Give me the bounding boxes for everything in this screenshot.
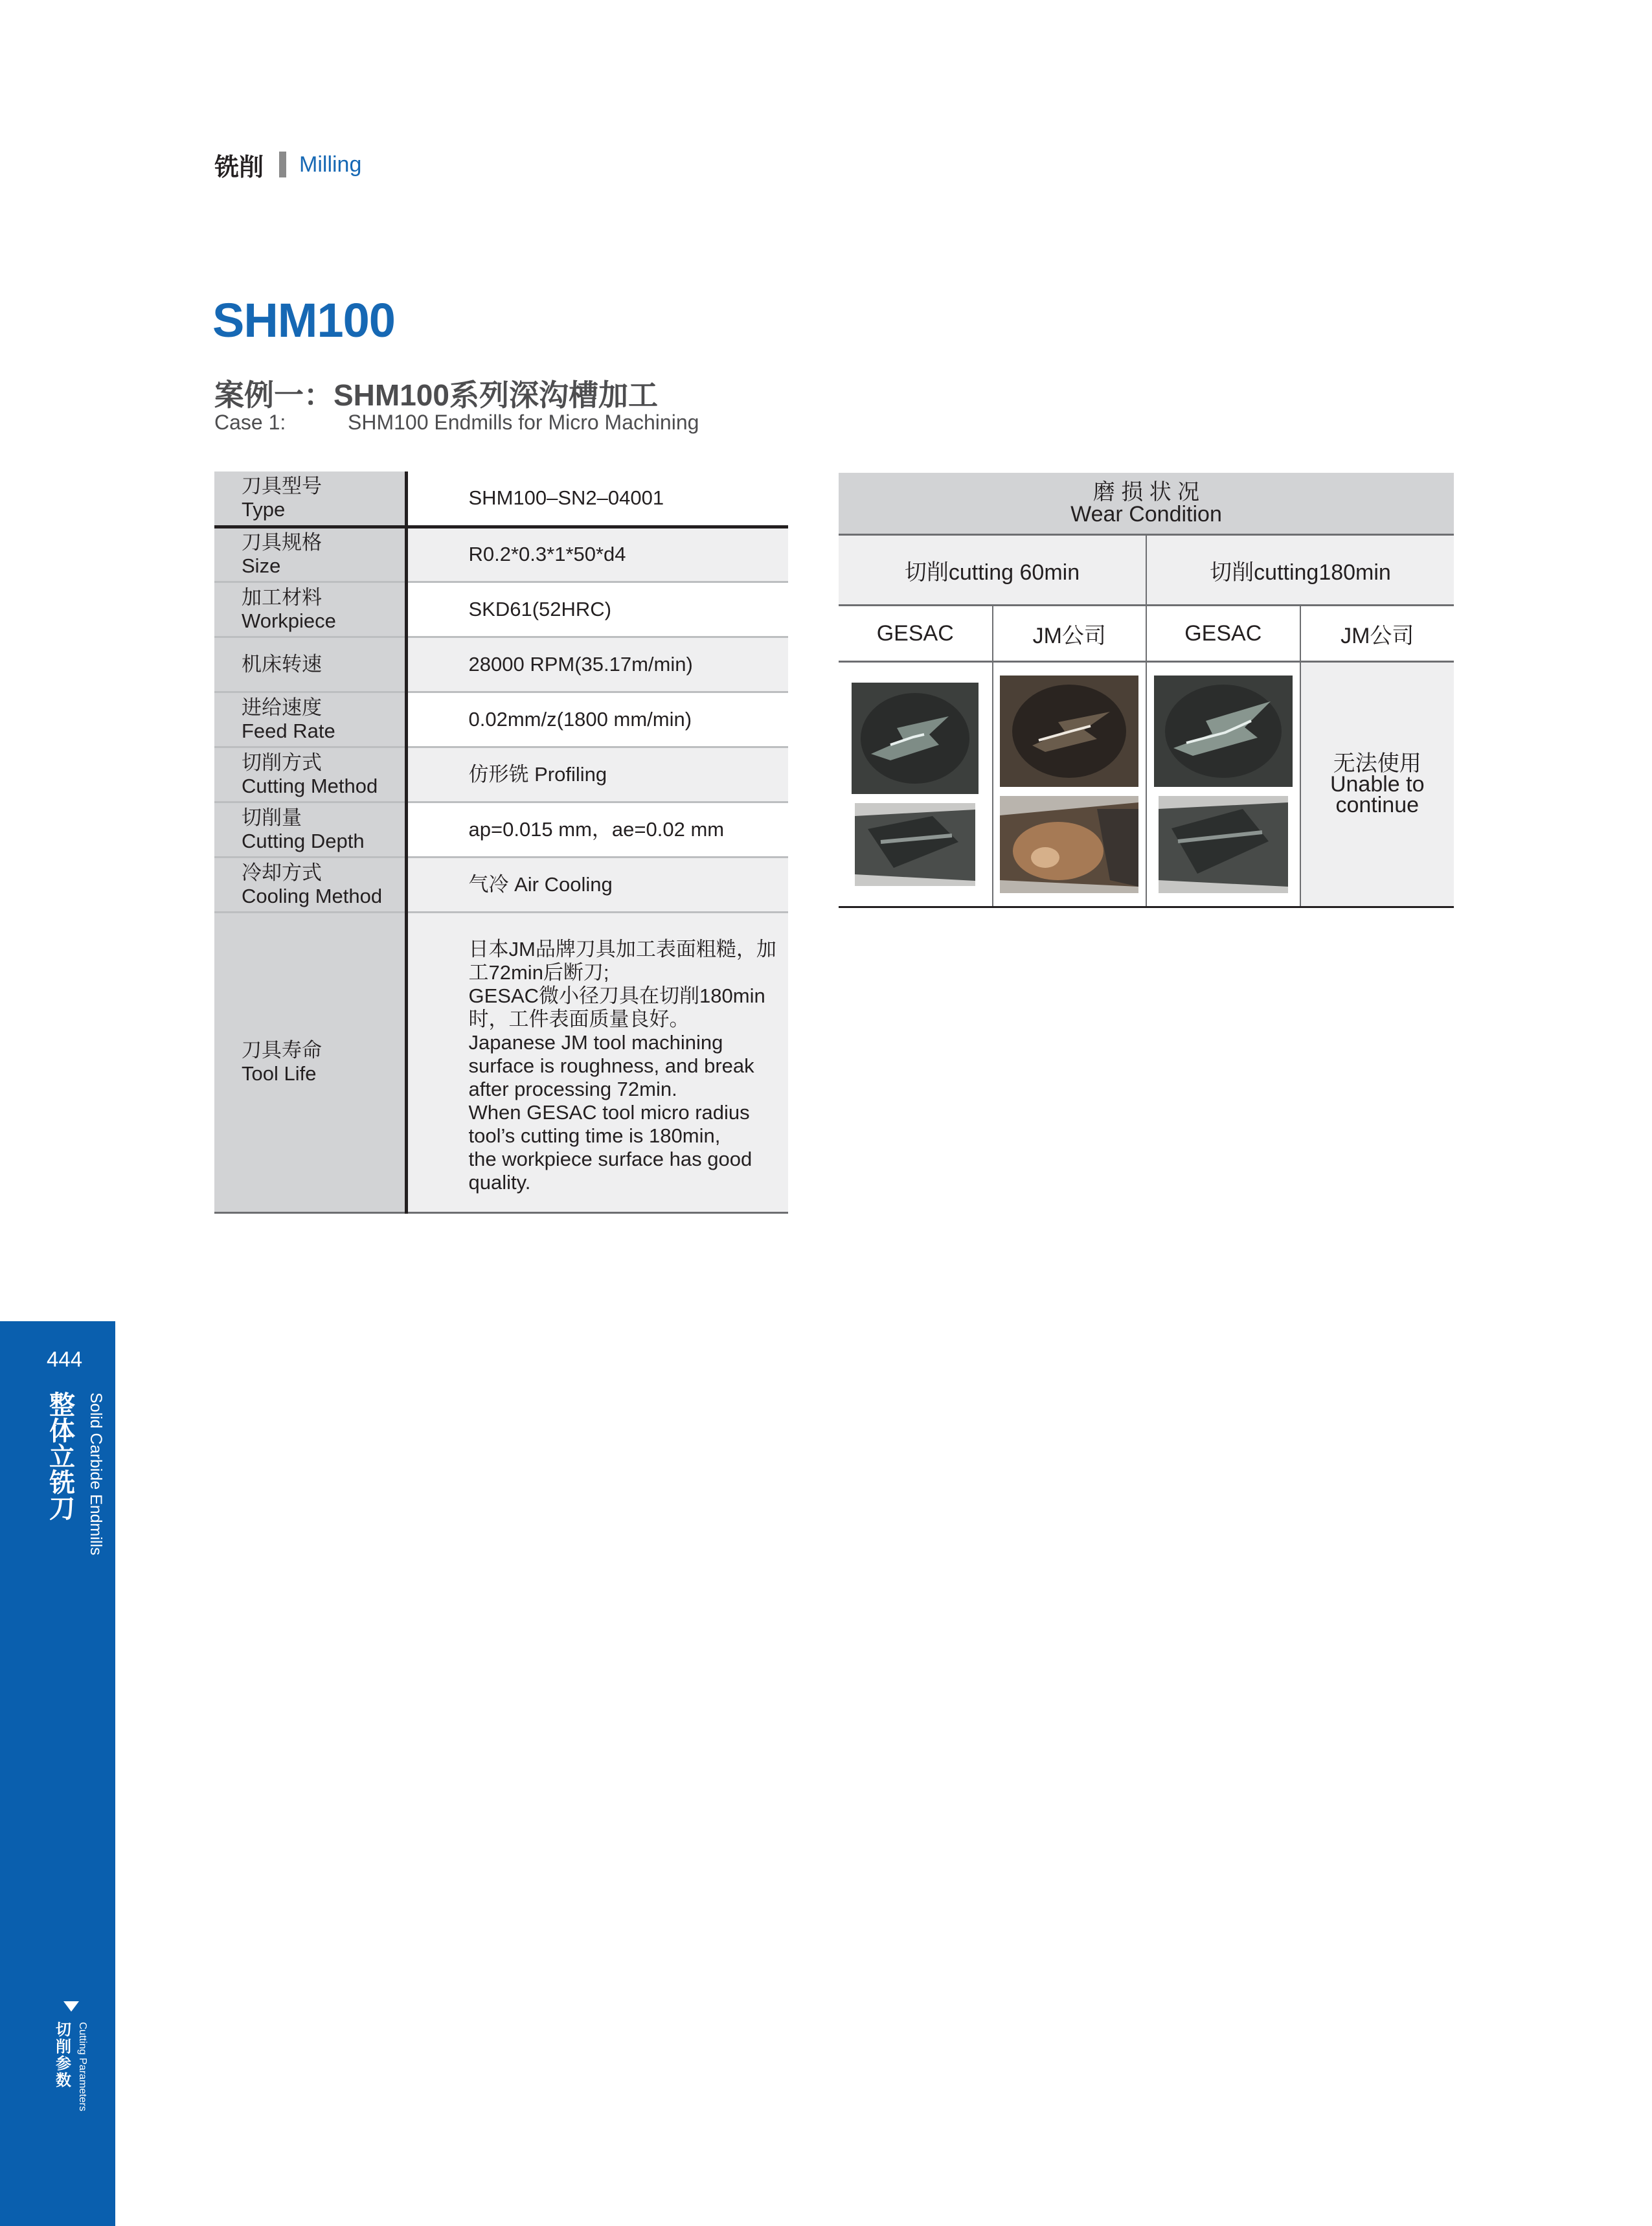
param-label-cn: 加工材料: [242, 585, 322, 609]
param-label-cn: 切削方式: [242, 751, 322, 774]
param-label-cn: 冷却方式: [242, 861, 322, 884]
side-subsection-en: Cutting Parameters: [77, 2022, 88, 2111]
wear-photos-gesac-60: [839, 662, 993, 907]
unusable-label-en-2: continue: [1335, 793, 1420, 817]
unusable-label-cn: 无法使用: [1333, 751, 1421, 776]
tool-side-photo: [1000, 796, 1138, 893]
tool-life-line: When GESAC tool micro radius: [468, 1100, 750, 1124]
header-divider: [279, 152, 286, 177]
parameter-table: [214, 471, 788, 1214]
table-row: [214, 802, 788, 857]
param-label-cn: 刀具型号: [242, 475, 322, 498]
tool-life-line: 日本JM品牌刀具加工表面粗糙，加: [468, 937, 776, 960]
param-value: 仿形铣 Profiling: [406, 747, 788, 802]
tool-side-photo: [1159, 796, 1288, 893]
param-label-cn: 刀具寿命: [242, 1039, 322, 1062]
param-label-en: Cooling Method: [242, 884, 383, 907]
param-value: 气冷 Air Cooling: [406, 857, 788, 912]
tool-side-photo: [855, 803, 975, 886]
wear-photos-jm-60: [993, 662, 1147, 907]
wear-condition-table: [839, 473, 1454, 908]
table-row: [214, 637, 788, 692]
param-label: [214, 527, 406, 582]
side-section-cn: 整体立铣刀: [49, 1391, 75, 1523]
brand-jm-180: JM公司: [1300, 606, 1454, 662]
section-title-cn: 铣削: [214, 153, 264, 181]
brand-gesac-180: GESAC: [1146, 606, 1300, 662]
param-label: [214, 747, 406, 802]
unable-to-continue-cell: [1300, 662, 1454, 907]
page-number: 444: [47, 1347, 83, 1371]
param-label-en: Cutting Method: [242, 774, 378, 797]
section-header: [214, 146, 361, 183]
param-label-en: Workpiece: [242, 609, 336, 632]
param-label-en: Tool Life: [242, 1062, 317, 1085]
triangle-down-icon: [63, 2001, 79, 2012]
param-label-cn: 进给速度: [242, 696, 322, 719]
table-row: [214, 912, 788, 1212]
param-label: [214, 692, 406, 747]
param-value: 0.02mm/z(1800 mm/min): [406, 692, 788, 747]
case-title-en: [214, 411, 699, 435]
unusable-label-en-1: Unable to: [1330, 772, 1425, 797]
case-title-cn: 案例一：SHM100系列深沟槽加工: [214, 378, 658, 412]
tool-life-line: surface is roughness, and break: [468, 1054, 754, 1077]
tool-life-description: [406, 912, 788, 1212]
product-title: SHM100: [212, 293, 395, 347]
table-row: [214, 527, 788, 582]
param-label-en: Type: [242, 498, 286, 521]
tool-life-line: 工72min后断刀;: [468, 960, 609, 984]
param-label-en: Feed Rate: [242, 719, 335, 742]
table-row: [214, 747, 788, 802]
wear-title-en: Wear Condition: [1070, 502, 1222, 527]
tool-life-line: after processing 72min.: [468, 1077, 677, 1100]
time-180-header: 切削cutting180min: [1146, 535, 1454, 606]
brand-jm-60: JM公司: [993, 606, 1147, 662]
param-value: 28000 RPM(35.17m/min): [406, 637, 788, 692]
tool-life-line: GESAC微小径刀具在切削180min: [468, 984, 765, 1007]
table-row: [214, 692, 788, 747]
tool-life-line: the workpiece surface has good: [468, 1147, 752, 1170]
param-value: ap=0.015 mm，ae=0.02 mm: [406, 802, 788, 857]
section-title-en: Milling: [299, 152, 362, 177]
param-label-cn: 刀具规格: [242, 531, 322, 554]
time-60-header: 切削cutting 60min: [839, 535, 1146, 606]
tool-tip-photo: [1000, 676, 1138, 787]
table-row: [214, 857, 788, 912]
wear-title-cn: 磨 损 状 况: [1092, 480, 1200, 505]
param-label: [214, 471, 406, 527]
param-value: R0.2*0.3*1*50*d4: [406, 527, 788, 582]
param-label: [214, 912, 406, 1212]
param-label-cn: 切削量: [242, 806, 302, 829]
tool-tip-photo: [852, 683, 979, 794]
wear-photos-gesac-180: [1146, 662, 1300, 907]
param-label: [214, 857, 406, 912]
table-row: [214, 471, 788, 527]
side-section-en: Solid Carbide Endmills: [87, 1392, 105, 1556]
side-subsection-cn: 切削参数: [56, 2021, 71, 2089]
param-label: [214, 582, 406, 637]
param-label-cn: 机床转速: [242, 652, 322, 676]
param-value: SKD61(52HRC): [406, 582, 788, 637]
case-label: Case 1:: [214, 411, 286, 434]
brand-gesac-60: GESAC: [839, 606, 993, 662]
tool-life-line: Japanese JM tool machining: [468, 1030, 723, 1054]
param-value: SHM100–SN2–04001: [406, 471, 788, 527]
param-label-en: Size: [242, 554, 281, 577]
param-label: [214, 637, 406, 692]
param-label-en: Cutting Depth: [242, 829, 365, 852]
tool-tip-photo: [1154, 676, 1293, 787]
tool-life-line: tool’s cutting time is 180min,: [468, 1124, 721, 1147]
case-title-en-text: SHM100 Endmills for Micro Machining: [348, 411, 699, 434]
tool-life-line: 时，工件表面质量良好。: [468, 1007, 690, 1030]
param-label: [214, 802, 406, 857]
tool-life-line: quality.: [468, 1170, 531, 1194]
table-row: [214, 582, 788, 637]
wear-header: [839, 473, 1454, 535]
